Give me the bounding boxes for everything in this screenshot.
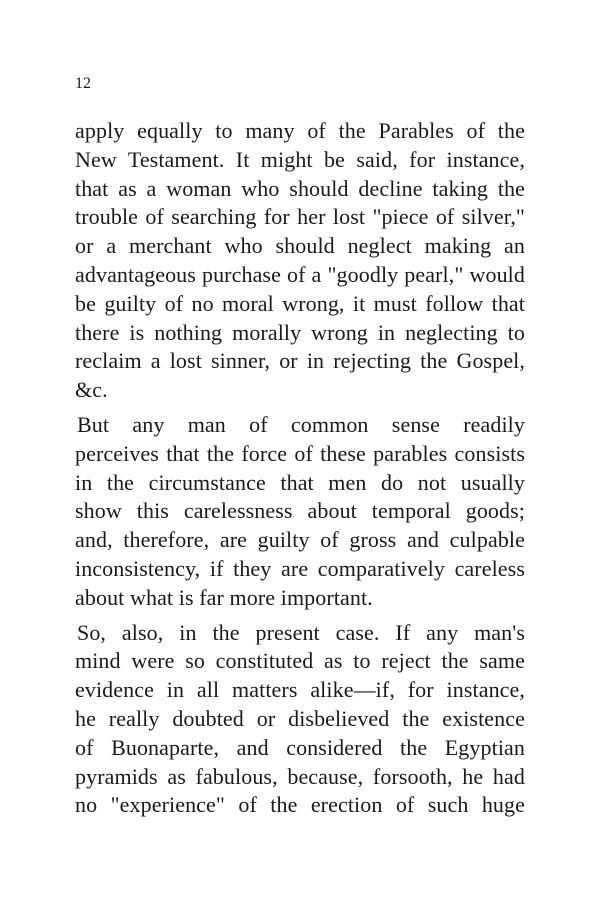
text-line: evidence in all matters alike—if, for instance,: [75, 677, 525, 703]
paragraph-1: [75, 117, 525, 405]
text-line: or a merchant who should neglect making an: [75, 233, 525, 259]
text-line: he really doubted or disbelieved the existence: [75, 705, 525, 731]
page-number: 12: [75, 75, 91, 92]
text-line: and, therefore, are guilty of gross and culpable: [75, 527, 525, 553]
text-line: perceives that the force of these parables consists: [75, 440, 525, 466]
text-line: about what is far more important.: [75, 584, 373, 610]
text-line: &c.: [75, 377, 108, 403]
text-line: be guilty of no moral wrong, it must follow that: [75, 290, 525, 316]
text-line: of Buonaparte, and considered the Egyptian: [75, 734, 525, 760]
text-line: there is nothing morally wrong in neglecting to: [75, 319, 525, 345]
text-line: reclaim a lost sinner, or in rejecting the Gospel,: [75, 348, 525, 374]
text-line: in the circumstance that men do not usually: [75, 469, 525, 495]
text-line: no "experience" of the erection of such huge: [75, 792, 525, 818]
text-line: show this carelessness about temporal goods;: [75, 498, 525, 524]
text-line: advantageous purchase of a "goodly pearl," would: [75, 261, 525, 287]
paragraph-3: [75, 619, 525, 821]
text-line: inconsistency, if they are comparatively careless: [75, 555, 525, 581]
text-line: that as a woman who should decline taking the: [75, 175, 525, 201]
text-line: trouble of searching for her lost "piece of silver,": [75, 204, 525, 230]
body-text: [75, 117, 525, 826]
text-line: New Testament. It might be said, for instance,: [75, 146, 525, 172]
text-line: pyramids as fabulous, because, forsooth, he had: [75, 763, 525, 789]
paragraph-2: [75, 411, 525, 613]
text-line: But any man of common sense readily: [77, 411, 525, 437]
text-line: mind were so constituted as to reject the same: [75, 648, 525, 674]
text-line: So, also, in the present case. If any man's: [77, 619, 525, 645]
text-line: apply equally to many of the Parables of the: [75, 118, 525, 143]
